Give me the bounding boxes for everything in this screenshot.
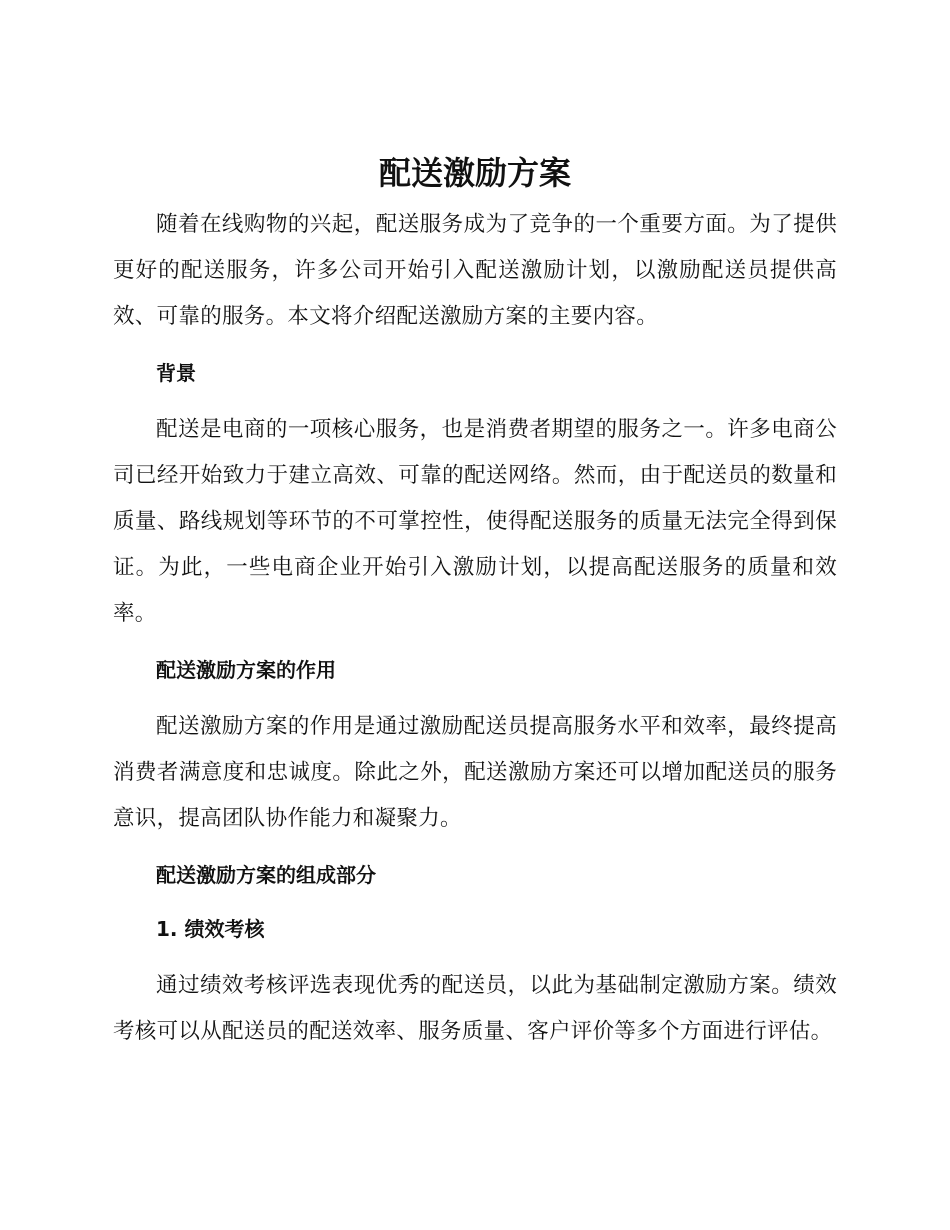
- document-title: 配送激励方案: [378, 154, 571, 192]
- section-paragraph-purpose: 配送激励方案的作用是通过激励配送员提高服务水平和效率，最终提高消费者满意度和忠诚度。除此之外，配送激励方案还可以增加配送员的服务意识，提高团队协作能力和凝聚力。: [113, 714, 837, 831]
- section-paragraph-performance: 通过绩效考核评选表现优秀的配送员，以此为基础制定激励方案。绩效考核可以从配送员的配送效率、服务质量、客户评价等多个方面进行评估。: [113, 973, 837, 1044]
- document-page: [113, 148, 837, 1055]
- section-heading-performance: 1. 绩效考核: [156, 917, 265, 941]
- section-heading-purpose: 配送激励方案的作用: [156, 658, 336, 682]
- intro-paragraph: 随着在线购物的兴起，配送服务成为了竞争的一个重要方面。为了提供更好的配送服务，许多公司开始引入配送激励计划，以激励配送员提供高效、可靠的服务。本文将介绍配送激励方案的主要内容。: [113, 212, 837, 329]
- section-heading-background: 背景: [156, 361, 196, 385]
- section-heading-components: 配送激励方案的组成部分: [156, 863, 376, 887]
- section-paragraph-background: 配送是电商的一项核心服务，也是消费者期望的服务之一。许多电商公司已经开始致力于建立高效、可靠的配送网络。然而，由于配送员的数量和质量、路线规划等环节的不可掌控性，使得配送服务的质量无法完全得到保证。为此，一些电商企业开始引入激励计划，以提高配送服务的质量和效率。: [113, 417, 837, 626]
